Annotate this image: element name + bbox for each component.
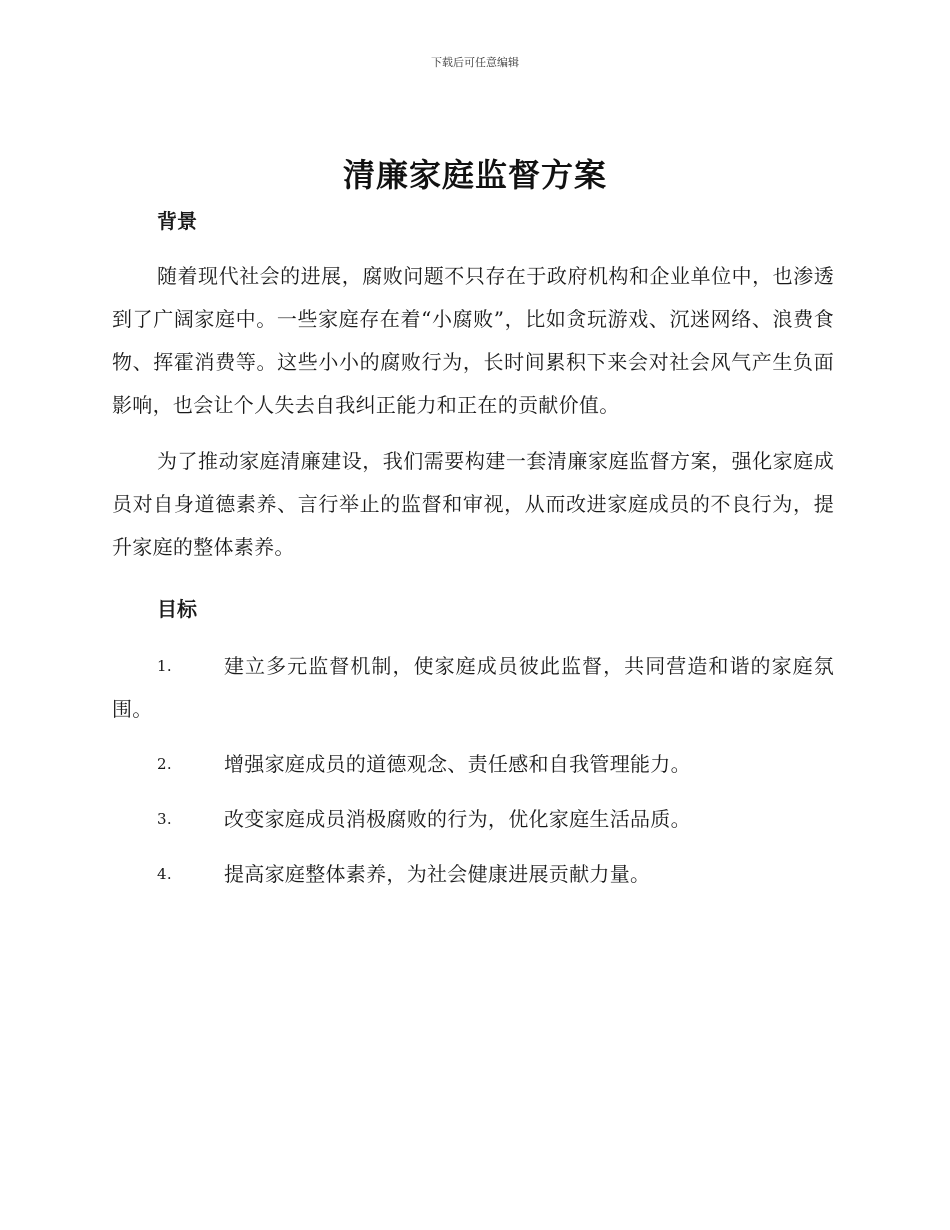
section-heading-background: 背景 xyxy=(157,209,197,233)
goal-number: 3. xyxy=(157,810,172,828)
goal-text: 增强家庭成员的道德观念、责任感和自我管理能力。 xyxy=(224,752,691,776)
goal-item-4 xyxy=(112,853,834,896)
document-body xyxy=(112,205,834,908)
goal-text: 建立多元监督机制，使家庭成员彼此监督，共同营造和谐的家庭氛围。 xyxy=(112,654,834,721)
goal-number: 1. xyxy=(157,657,172,675)
goal-item-2 xyxy=(112,743,834,786)
goal-number: 4. xyxy=(157,865,172,883)
section-heading-goals: 目标 xyxy=(157,597,197,621)
background-paragraph-2: 为了推动家庭清廉建设，我们需要构建一套清廉家庭监督方案，强化家庭成员对自身道德素养、言行举止的监督和审视，从而改进家庭成员的不良行为，提升家庭的整体素养。 xyxy=(112,449,834,559)
goal-text: 提高家庭整体素养，为社会健康进展贡献力量。 xyxy=(224,862,651,886)
goal-item-3 xyxy=(112,798,834,841)
document-title: 清廉家庭监督方案 xyxy=(342,156,607,194)
goal-item-1 xyxy=(112,645,834,731)
header-note: 下载后可任意编辑 xyxy=(431,56,519,69)
goal-text: 改变家庭成员消极腐败的行为，优化家庭生活品质。 xyxy=(224,807,691,831)
goal-number: 2. xyxy=(157,755,172,773)
background-paragraph-1: 随着现代社会的进展，腐败问题不只存在于政府机构和企业单位中，也渗透到了广阔家庭中。一些家庭存在着“小腐败”，比如贪玩游戏、沉迷网络、浪费食物、挥霍消费等。这些小小的腐败行为，长时间累积下来会对社会风气产生负面影响，也会让个人失去自我纠正能力和正在的贡献价值。 xyxy=(112,264,834,417)
